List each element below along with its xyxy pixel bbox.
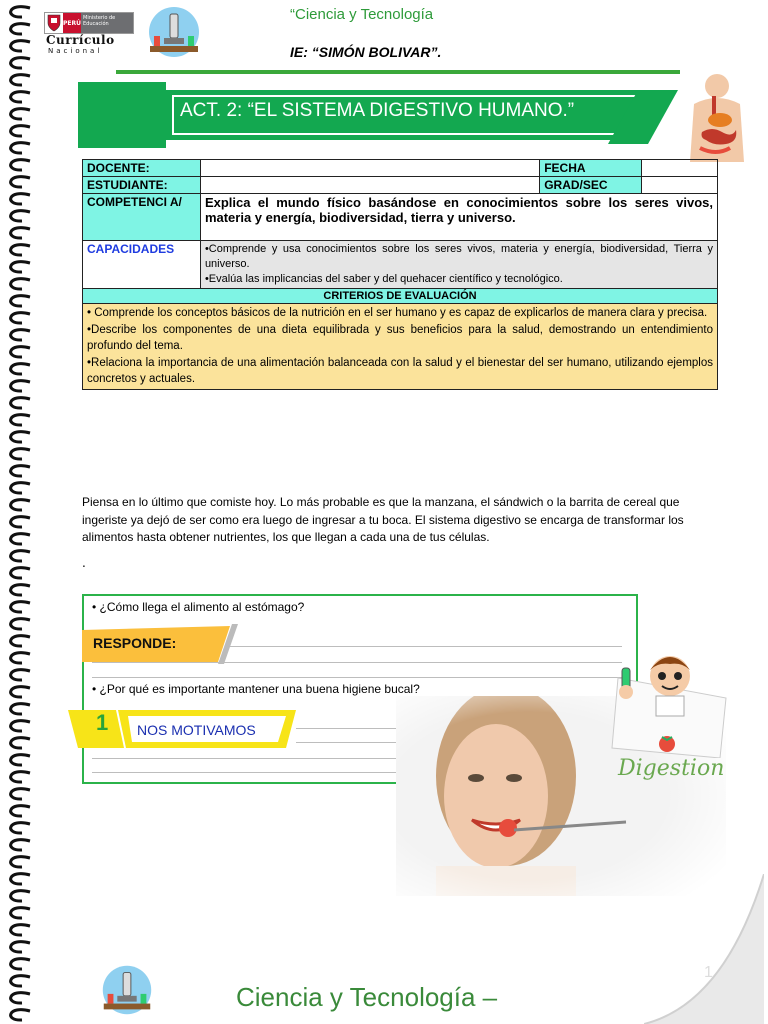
coil-ring (11, 908, 30, 918)
coil-ring (11, 670, 30, 680)
coil-ring (11, 24, 30, 34)
coil-ring (11, 993, 30, 1003)
ministerio-label: Ministerio de Educación (81, 13, 133, 33)
coil-ring (11, 687, 30, 697)
coil-ring (11, 517, 30, 527)
activity-info-table (82, 159, 718, 390)
capacidades-row (83, 241, 718, 289)
coil-ring (11, 466, 30, 476)
coil-ring (11, 721, 30, 731)
criterio-item: •Relaciona la importancia de una alimentación balanceada con la salud y el bienestar del ser humano, utilizando ejemplos concretos y actuales. (87, 356, 713, 385)
coil-ring (11, 925, 30, 935)
coil-ring (11, 58, 30, 68)
section-number: 1 (96, 710, 109, 735)
microscope-icon (142, 6, 206, 58)
intro-dot: . (82, 556, 86, 570)
docente-label: DOCENTE: (83, 160, 201, 177)
docente-field[interactable] (200, 160, 539, 177)
coil-ring (11, 279, 30, 289)
capacidad-item: •Comprende y usa conocimientos sobre los seres vivos, materia y energía, biodiversidad, Tierra y universo. (204, 243, 713, 270)
coil-ring (11, 126, 30, 136)
coil-ring (11, 41, 30, 51)
coil-ring (11, 874, 30, 884)
estudiante-row (83, 177, 718, 194)
criterios-heading: CRITERIOS DE EVALUACIÓN (83, 289, 718, 304)
coil-ring (11, 551, 30, 561)
microscope-icon (96, 964, 158, 1016)
coil-ring (11, 789, 30, 799)
coil-ring (11, 211, 30, 221)
competencia-label: COMPETENCI A/ (83, 194, 201, 241)
capacidad-item: •Evalúa las implicancias del saber y del quehacer científico y tecnológico. (204, 273, 563, 285)
coil-ring (11, 483, 30, 493)
coil-ring (11, 347, 30, 357)
coil-ring (11, 619, 30, 629)
tomato-icon (656, 732, 678, 752)
fecha-field[interactable] (642, 160, 718, 177)
coil-ring (11, 704, 30, 714)
coat-of-arms-icon (47, 14, 61, 32)
footer-title: Ciencia y Tecnología – (236, 982, 498, 1012)
coil-ring (11, 262, 30, 272)
answer-line[interactable] (92, 662, 622, 663)
coil-ring (11, 636, 30, 646)
coil-ring (11, 806, 30, 816)
answer-line[interactable] (296, 728, 406, 729)
gradsec-field[interactable] (642, 177, 718, 194)
digestion-word: Digestion (618, 756, 725, 781)
fecha-label: FECHA (540, 160, 642, 177)
coil-ring (11, 245, 30, 255)
coil-ring (11, 92, 30, 102)
coil-ring (11, 976, 30, 986)
page-number: 1 (704, 964, 713, 981)
criterio-item: • Comprende los conceptos básicos de la nutrición en el ser humano y es capaz de explicarlos de manera clara y precisa. (87, 307, 708, 319)
answer-line[interactable] (92, 772, 406, 773)
coil-ring (11, 755, 30, 765)
responde-label: RESPONDE: (93, 635, 177, 651)
page-curl (644, 874, 764, 1024)
coil-ring (11, 177, 30, 187)
coil-ring (11, 585, 30, 595)
coil-ring (11, 143, 30, 153)
header-divider (116, 70, 680, 74)
digestive-system-illustration (684, 74, 750, 164)
coil-ring (11, 415, 30, 425)
answer-line[interactable] (230, 646, 622, 647)
docente-row (83, 160, 718, 177)
criterios-row (83, 304, 718, 390)
curriculo-nacional-logo (44, 12, 134, 58)
coil-ring (11, 568, 30, 578)
coil-ring (11, 942, 30, 952)
header-subject-title: “Ciencia y Tecnología (290, 6, 434, 23)
capacidades-label: CAPACIDADES (83, 241, 201, 289)
section-title: NOS MOTIVAMOS (137, 722, 256, 738)
coil-ring (11, 823, 30, 833)
intro-paragraph: Piensa en lo último que comiste hoy. Lo más probable es que la manzana, el sándwich o la barrita de cereal que ingeriste ya dejó de ser como era luego de ingresar a tu boca. El sistema digestivo se encarga de transformar los alimentos hasta obtener nutrientes, los que llegan a cada una de tus células. (82, 495, 684, 544)
coil-ring (11, 330, 30, 340)
coil-ring (11, 653, 30, 663)
competencia-row (83, 194, 718, 241)
spiral-binding (0, 0, 40, 1024)
coil-ring (11, 364, 30, 374)
coil-ring (11, 194, 30, 204)
coil-ring (11, 398, 30, 408)
coil-ring (11, 381, 30, 391)
coil-ring (11, 772, 30, 782)
estudiante-field[interactable] (200, 177, 539, 194)
coil-ring (11, 7, 30, 17)
answer-line[interactable] (296, 742, 406, 743)
coil-ring (11, 109, 30, 119)
coil-ring (11, 160, 30, 170)
coil-ring (11, 449, 30, 459)
capacidades-list (200, 241, 717, 289)
criterio-item: •Describe los componentes de una dieta equilibrada y sus beneficios para la salud, demostrando un entendimiento profundo del tema. (87, 323, 713, 352)
estudiante-label: ESTUDIANTE: (83, 177, 201, 194)
coil-ring (11, 296, 30, 306)
coil-ring (11, 228, 30, 238)
coil-ring (11, 75, 30, 85)
coil-ring (11, 959, 30, 969)
competencia-text: Explica el mundo físico basándose en conocimientos sobre los seres vivos, materia y energía, biodiversidad, tierra y universo. (200, 194, 717, 241)
coil-ring (11, 857, 30, 867)
answer-line[interactable] (92, 758, 406, 759)
coil-ring (11, 602, 30, 612)
coil-ring (11, 1010, 30, 1020)
question-1: • ¿Cómo llega el alimento al estómago? (92, 600, 305, 614)
coil-ring (11, 840, 30, 850)
criterios-header-row (83, 289, 718, 304)
curriculo-text: Currículo (46, 33, 115, 47)
minedu-banner (44, 12, 134, 34)
criterios-list (83, 304, 718, 390)
question-2: • ¿Por qué es importante mantener una buena higiene bucal? (92, 682, 420, 696)
peru-label: PERÚ (63, 13, 81, 33)
nacional-text: Nacional (48, 47, 103, 55)
coil-ring (11, 432, 30, 442)
coil-ring (11, 500, 30, 510)
coil-ring (11, 313, 30, 323)
gradsec-label: GRAD/SEC (540, 177, 642, 194)
answer-line[interactable] (92, 677, 622, 678)
school-name: IE: “SIMÓN BOLIVAR”. (290, 44, 442, 60)
coil-ring (11, 738, 30, 748)
coil-ring (11, 891, 30, 901)
coil-ring (11, 534, 30, 544)
activity-title: ACT. 2: “EL SISTEMA DIGESTIVO HUMANO.” (180, 100, 575, 121)
